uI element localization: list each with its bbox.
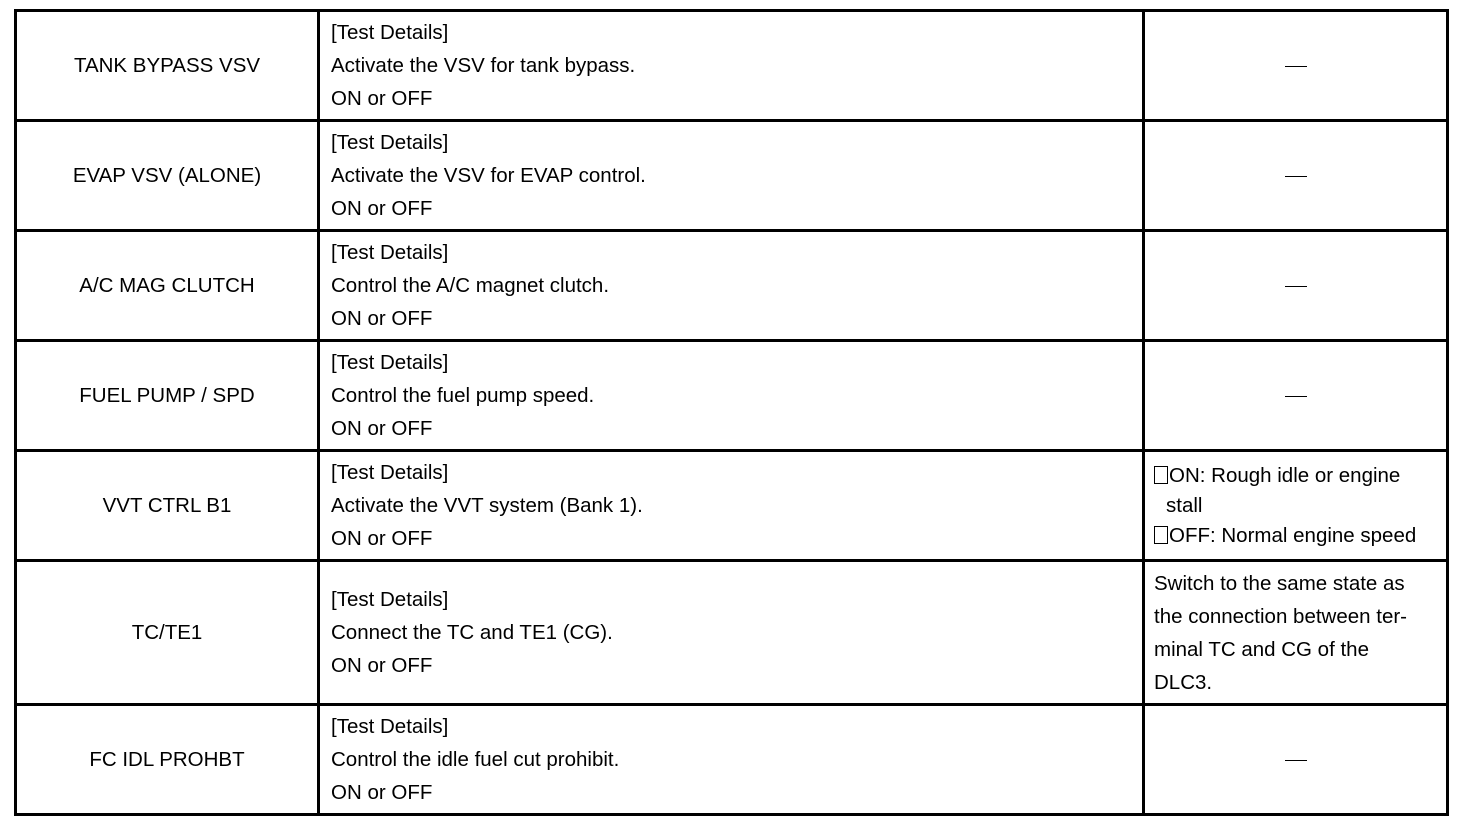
test-details-heading: [Test Details] [331, 21, 449, 44]
em-dash-mark [1285, 66, 1307, 67]
bullet-box-icon [1154, 526, 1168, 544]
table-row [16, 561, 1448, 705]
test-details [319, 561, 1144, 705]
table-row [16, 451, 1448, 561]
test-details-control-range: ON or OFF [331, 781, 433, 804]
table-row [16, 11, 1448, 121]
test-details-heading: [Test Details] [331, 715, 449, 738]
test-details-control-range: ON or OFF [331, 307, 433, 330]
test-item-name: EVAP VSV (ALONE) [16, 121, 319, 231]
note-line: OFF: Normal engine speed [1154, 521, 1446, 551]
test-item-name: TANK BYPASS VSV [16, 11, 319, 121]
note-line: minal TC and CG of the [1154, 637, 1369, 661]
diagnostic-note-empty [1144, 231, 1448, 341]
test-details-control-range: ON or OFF [331, 527, 433, 550]
diagnostic-note [1144, 451, 1448, 561]
em-dash-mark [1285, 286, 1307, 287]
active-test-table [14, 9, 1449, 816]
test-details [319, 451, 1144, 561]
test-details-heading: [Test Details] [331, 241, 449, 264]
bullet-box-icon [1154, 466, 1168, 484]
diagnostic-note [1144, 561, 1448, 705]
test-details-heading: [Test Details] [331, 461, 449, 484]
em-dash-mark [1285, 176, 1307, 177]
table-row [16, 705, 1448, 815]
test-details-description: Activate the VSV for EVAP control. [331, 164, 646, 187]
test-details-description: Connect the TC and TE1 (CG). [331, 621, 613, 644]
test-details-control-range: ON or OFF [331, 417, 433, 440]
test-details-description: Control the fuel pump speed. [331, 384, 595, 407]
note-line: stall [1166, 493, 1203, 517]
diagnostic-note-empty [1144, 121, 1448, 231]
em-dash-mark [1285, 760, 1307, 761]
test-details-control-range: ON or OFF [331, 197, 433, 220]
test-item-name: VVT CTRL B1 [16, 451, 319, 561]
table-row [16, 341, 1448, 451]
diagnostic-note-empty [1144, 705, 1448, 815]
test-details-description: Control the idle fuel cut prohibit. [331, 748, 620, 771]
test-item-name: FUEL PUMP / SPD [16, 341, 319, 451]
diagnostic-note-empty [1144, 11, 1448, 121]
table-row [16, 231, 1448, 341]
em-dash-mark [1285, 396, 1307, 397]
test-item-name: A/C MAG CLUTCH [16, 231, 319, 341]
test-details-description: Control the A/C magnet clutch. [331, 274, 610, 297]
note-line: ON: Rough idle or engine [1154, 461, 1446, 491]
table-row [16, 121, 1448, 231]
test-details-control-range: ON or OFF [331, 87, 433, 110]
test-details-description: Activate the VVT system (Bank 1). [331, 494, 643, 517]
test-details-heading: [Test Details] [331, 131, 449, 154]
test-details-description: Activate the VSV for tank bypass. [331, 54, 636, 77]
test-details [319, 341, 1144, 451]
test-details-heading: [Test Details] [331, 351, 449, 374]
diagnostic-note-empty [1144, 341, 1448, 451]
test-details [319, 121, 1144, 231]
test-details [319, 231, 1144, 341]
test-details-control-range: ON or OFF [331, 654, 433, 677]
test-item-name: FC IDL PROHBT [16, 705, 319, 815]
note-line: the connection between ter- [1154, 604, 1407, 628]
test-details [319, 705, 1144, 815]
note-line: DLC3. [1154, 670, 1213, 694]
test-item-name: TC/TE1 [16, 561, 319, 705]
test-details-heading: [Test Details] [331, 588, 449, 611]
note-line: Switch to the same state as [1154, 571, 1405, 595]
test-details [319, 11, 1144, 121]
